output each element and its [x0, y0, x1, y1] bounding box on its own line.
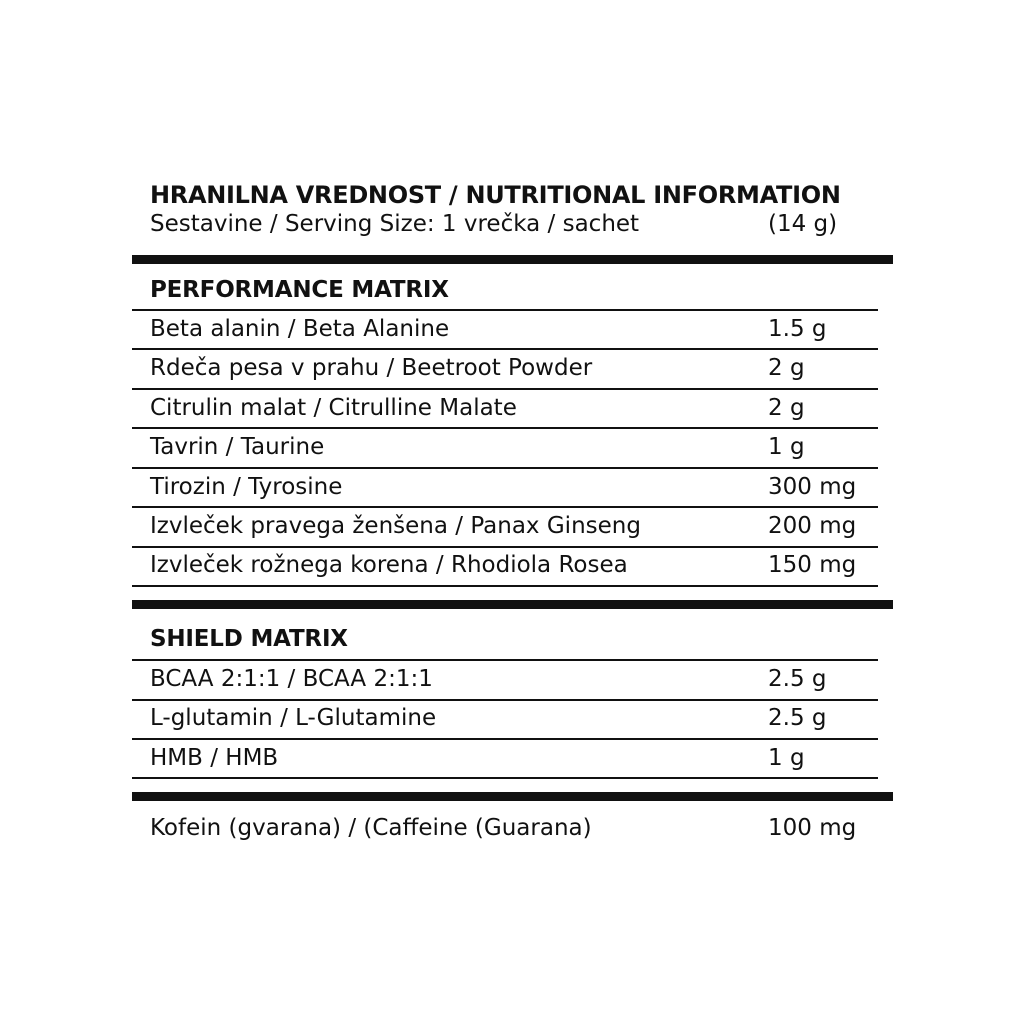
ingredient-name: HMB / HMB: [150, 745, 279, 771]
serving-size-amount: (14 g): [768, 211, 838, 237]
row-divider: [132, 388, 878, 390]
row-divider: [132, 427, 878, 429]
shield-matrix-heading: SHIELD MATRIX: [150, 626, 348, 652]
ingredient-name: Izvleček pravega ženšena / Panax Ginseng: [150, 513, 641, 539]
ingredient-amount: 1 g: [768, 745, 805, 771]
ingredient-amount: 1 g: [768, 434, 805, 460]
caffeine-name: Kofein (gvarana) / (Caffeine (Guarana): [150, 815, 592, 841]
ingredient-name: Tirozin / Tyrosine: [150, 474, 343, 500]
ingredient-amount: 300 mg: [768, 474, 857, 500]
ingredient-amount: 1.5 g: [768, 316, 827, 342]
ingredient-amount: 2.5 g: [768, 705, 827, 731]
section-divider: [132, 792, 893, 801]
ingredient-name: Citrulin malat / Citrulline Malate: [150, 395, 517, 421]
row-divider: [132, 348, 878, 350]
row-divider: [132, 699, 878, 701]
serving-size-label: Sestavine / Serving Size: 1 vrečka / sachet: [150, 211, 640, 237]
ingredient-name: Izvleček rožnega korena / Rhodiola Rosea: [150, 552, 628, 578]
row-divider: [132, 738, 878, 740]
section-divider: [132, 255, 893, 264]
row-divider: [132, 467, 878, 469]
caffeine-amount: 100 mg: [768, 815, 857, 841]
ingredient-name: Beta alanin / Beta Alanine: [150, 316, 450, 342]
ingredient-amount: 2.5 g: [768, 666, 827, 692]
label-title: HRANILNA VREDNOST / NUTRITIONAL INFORMATION: [150, 181, 841, 209]
section-divider: [132, 600, 893, 609]
ingredient-name: Rdeča pesa v prahu / Beetroot Powder: [150, 355, 593, 381]
ingredient-amount: 2 g: [768, 395, 805, 421]
performance-matrix-heading: PERFORMANCE MATRIX: [150, 277, 449, 303]
row-divider: [132, 585, 878, 587]
ingredient-name: Tavrin / Taurine: [150, 434, 325, 460]
row-divider: [132, 506, 878, 508]
ingredient-amount: 200 mg: [768, 513, 857, 539]
row-divider: [132, 777, 878, 779]
ingredient-name: BCAA 2:1:1 / BCAA 2:1:1: [150, 666, 433, 692]
ingredient-amount: 2 g: [768, 355, 805, 381]
ingredient-amount: 150 mg: [768, 552, 857, 578]
row-divider: [132, 659, 878, 661]
row-divider: [132, 546, 878, 548]
row-divider: [132, 309, 878, 311]
ingredient-name: L-glutamin / L-Glutamine: [150, 705, 437, 731]
